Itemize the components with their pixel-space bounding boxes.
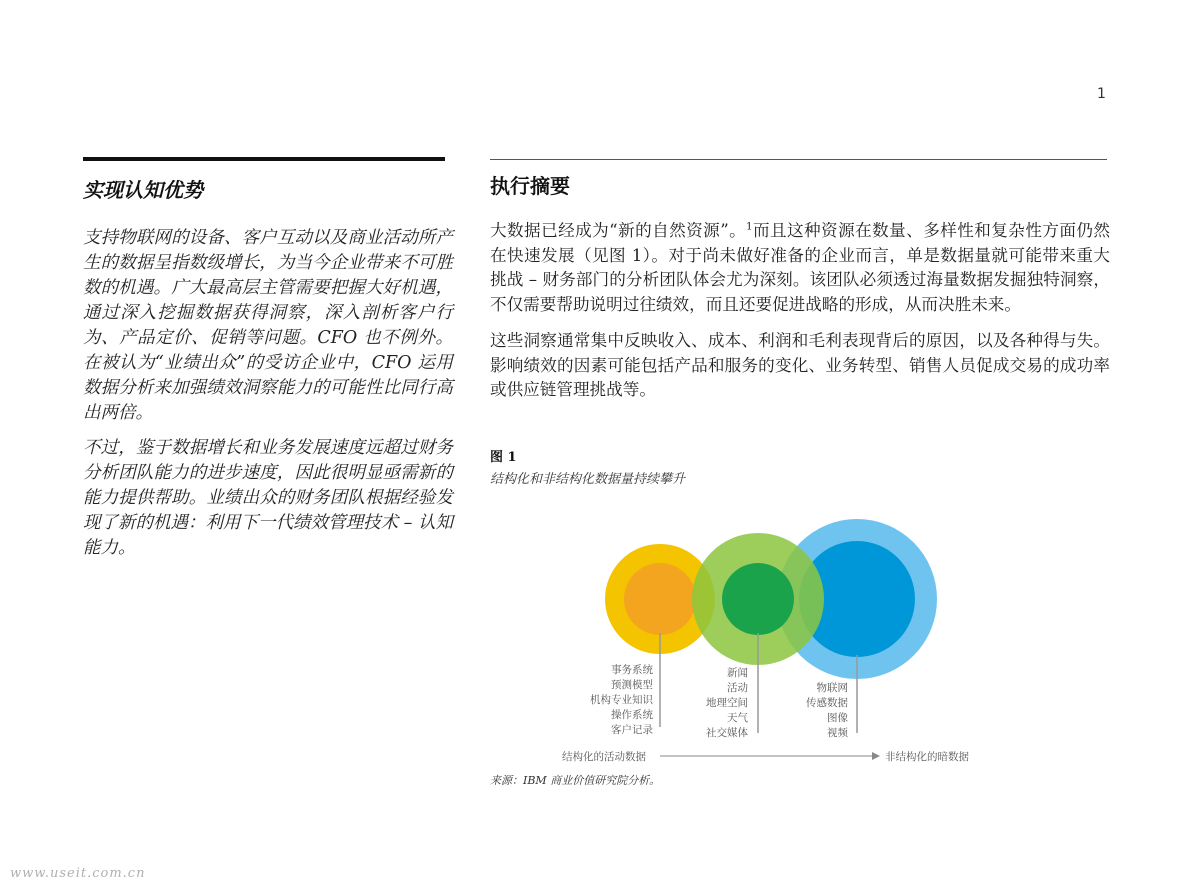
group2-label-5: 社交媒体 [706,727,748,739]
watermark: www.useit.com.cn [10,866,146,881]
left-section-body [83,226,453,571]
left-paragraph-1: 支持物联网的设备、客户互动以及商业活动所产生的数据呈指数级增长，为当今企业带来不可胜数的机遇。广大最高层主管需要把握大好机遇，通过深入挖掘数据获得洞察，深入剖析客户行为、产品定价、促销等问题。CFO 也不例外。在被认为“业绩出众”的受访企业中，CFO 运用数据分析来加强绩效洞察能力的可能性比同行高出两倍。 [83,228,453,423]
group2-label-1: 新闻 [727,667,748,679]
left-column-rule [83,157,445,161]
group3-label-2: 传感数据 [806,697,848,709]
page-number: 1 [1097,86,1106,102]
summary-paragraph-1 [490,219,1110,317]
axis-left-label: 结构化的活动数据 [562,751,646,763]
group2-label-3: 地理空间 [706,697,748,709]
group2-label-2: 活动 [727,682,748,694]
footnote-marker[interactable]: 1 [746,221,753,233]
yellow-inner-circle [624,563,696,635]
figure-label: 图 1 [490,450,517,465]
group1-label-1: 事务系统 [611,664,653,676]
group1-label-3: 机构专业知识 [590,694,653,706]
left-paragraph-2: 不过，鉴于数据增长和业务发展速度远超过财务分析团队能力的进步速度，因此很明显亟需新的能力提供帮助。业绩出众的财务团队根据经验发现了新的机遇：利用下一代绩效管理技术 – 认知能力。 [83,438,453,558]
executive-summary-body [490,219,1110,415]
group2-label-4: 天气 [727,712,748,724]
group3-label-1: 物联网 [816,682,848,694]
data-growth-diagram [560,505,1020,780]
figure-caption: 结构化和非结构化数据量持续攀升 [490,472,686,487]
left-section-title: 实现认知优势 [83,178,203,202]
source-note: 来源：IBM 商业价值研究院分析。 [490,774,661,787]
executive-summary-title: 执行摘要 [490,174,570,198]
right-column-rule [490,159,1107,160]
group1-label-5: 客户记录 [611,724,653,736]
group1-label-4: 操作系统 [611,709,653,721]
group1-label-2: 预测模型 [611,679,653,691]
summary-paragraph-1-end: 而且这种资源在数量、多样性和复杂性方面仍然在快速发展（见图 1）。对于尚未做好准备的企业而言，单是数据量就可能带来重大挑战 – 财务部门的分析团队体会尤为深刻。该团队必须透过海量数据发掘独特洞察，不仅需要帮助说明过往绩效，而且还要促进战略的形成，从而决胜未来。 [490,221,1111,314]
green-inner-circle [722,563,794,635]
axis-arrow-head [872,752,880,760]
group3-label-3: 图像 [827,712,848,724]
axis-right-label: 非结构化的暗数据 [885,751,969,763]
summary-paragraph-1-start: 大数据已经成为“新的自然资源”。 [490,221,747,240]
group3-label-4: 视频 [827,727,848,739]
summary-paragraph-2: 这些洞察通常集中反映收入、成本、利润和毛利表现背后的原因，以及各种得与失。影响绩效的因素可能包括产品和服务的变化、业务转型、销售人员促成交易的成功率或供应链管理挑战等。 [490,331,1110,399]
